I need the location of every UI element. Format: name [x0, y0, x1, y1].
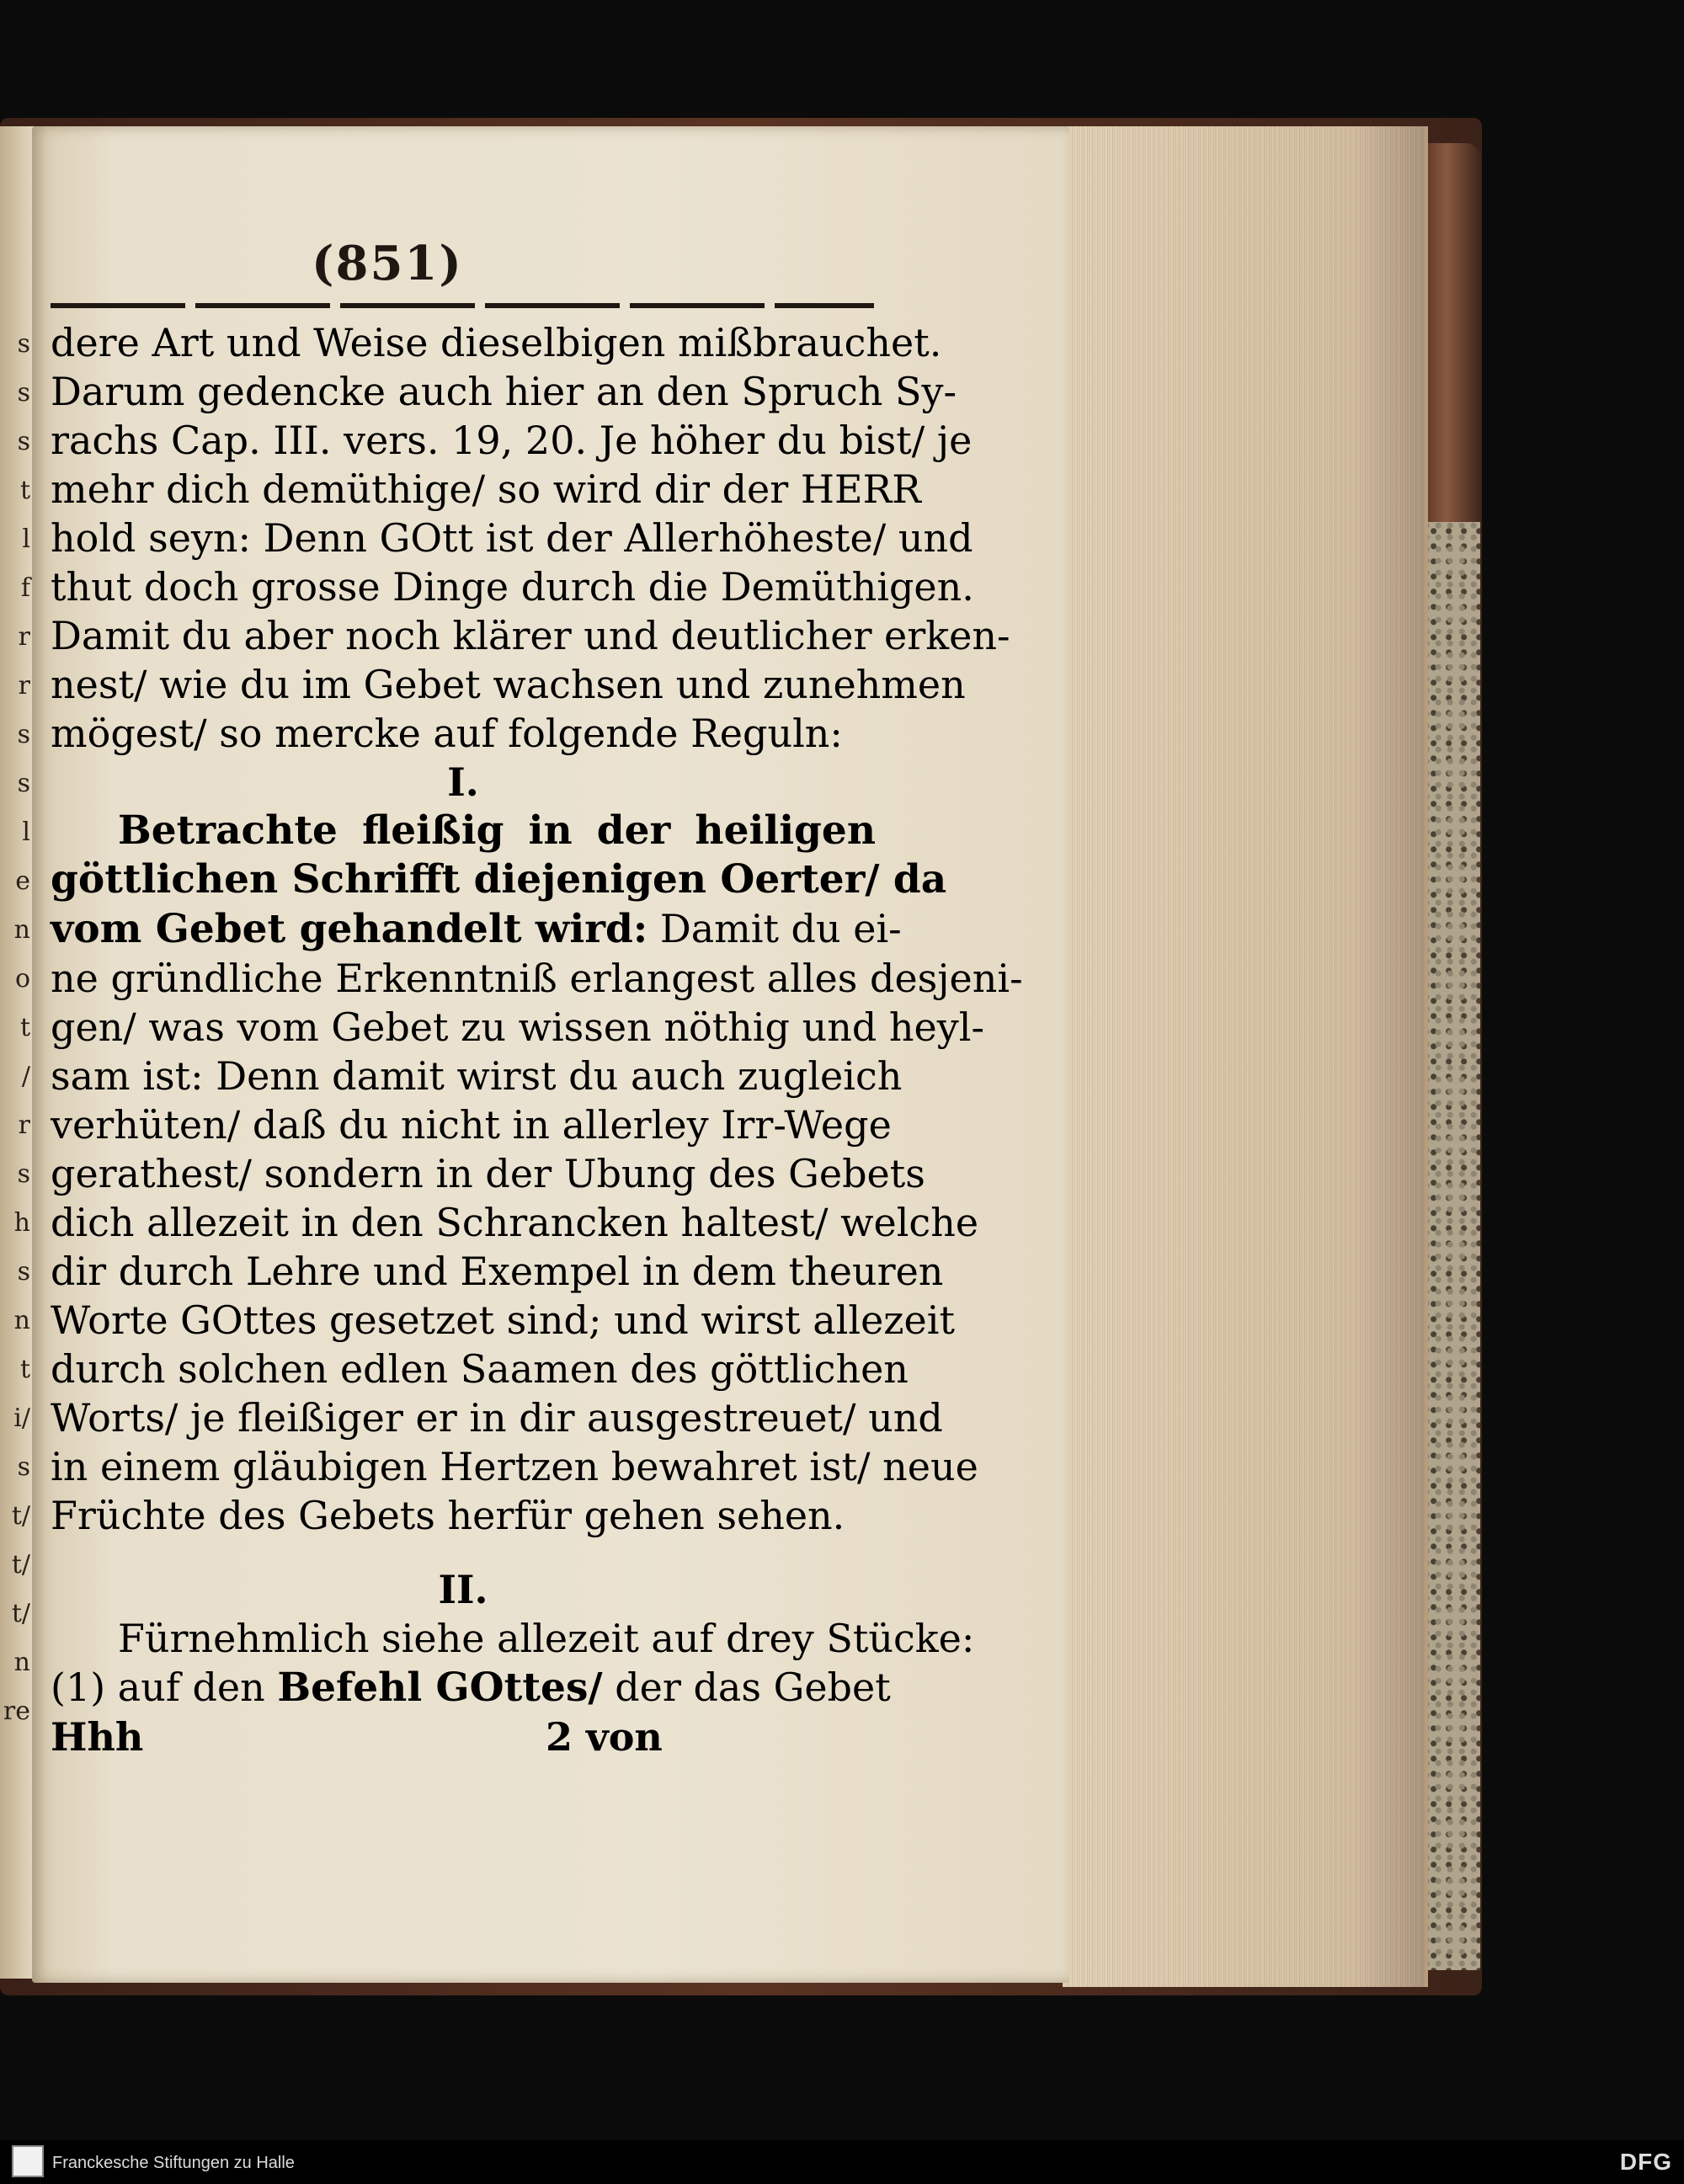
marbled-cover: [1423, 522, 1480, 1970]
left-edge-fragment: t: [19, 1013, 30, 1042]
page-number: (851): [312, 236, 463, 291]
left-edge-fragment: re: [3, 1697, 30, 1726]
left-edge-fragment: n: [13, 1306, 30, 1335]
text-line: dich allezeit in den Schrancken haltest/ welche: [51, 1200, 979, 1245]
left-edge-fragment: t/: [11, 1550, 30, 1579]
left-edge-fragment: f: [20, 573, 30, 603]
left-edge-fragment: s: [17, 427, 30, 456]
header-rule: [51, 303, 874, 308]
left-edge-fragment: s: [17, 720, 30, 749]
left-edge-fragment: s: [17, 1452, 30, 1482]
text-line: thut doch grosse Dinge durch die Demüthigen.: [51, 564, 974, 610]
left-edge-fragment: t: [19, 1355, 30, 1384]
section-numeral-2: II.: [438, 1567, 488, 1612]
text-line-mixed: [51, 904, 902, 954]
text-line: hold seyn: Denn GOtt ist der Allerhöheste/ und: [51, 515, 973, 561]
left-edge-fragment: t/: [11, 1599, 30, 1628]
left-edge-fragment: s: [17, 1159, 30, 1189]
text-bold-fragment: vom Gebet gehandelt wird:: [51, 906, 648, 952]
left-edge-fragment: e: [15, 866, 30, 896]
left-edge-fragment: r: [18, 1111, 30, 1140]
footer-institution: Franckesche Stiftungen zu Halle: [52, 2154, 295, 2172]
text-line: gen/ was vom Gebet zu wissen nöthig und heyl-: [51, 1004, 984, 1050]
catchword: von: [586, 1714, 663, 1760]
text-line: dere Art und Weise dieselbigen mißbrauchet.: [51, 320, 942, 365]
text-line: Worte GOttes gesetzet sind; und wirst allezeit: [51, 1297, 955, 1343]
text-line: gerathest/ sondern in der Ubung des Gebets: [51, 1151, 925, 1196]
catchword-line: [51, 1713, 876, 1761]
left-edge-fragment: l: [22, 525, 30, 554]
page-stack-shade: [1063, 126, 1425, 1987]
text-line: Worts/ je fleißiger er in dir ausgestreuet/ und: [51, 1395, 943, 1441]
left-edge-fragment: /: [21, 1062, 30, 1091]
footer-dfg-logo: DFG: [1619, 2149, 1672, 2175]
text-bold-fragment: Befehl GOttes/: [277, 1665, 603, 1711]
text-line: Fürnehmlich siehe allezeit auf drey Stücke:: [118, 1616, 975, 1661]
left-edge-fragment: s: [17, 1257, 30, 1286]
signature-mark: Hhh 2: [51, 1714, 573, 1760]
left-edge-fragment: t/: [11, 1501, 30, 1531]
text-line: ne gründliche Erkenntniß erlangest alles desjeni-: [51, 956, 1023, 1001]
left-edge-fragment: s: [17, 378, 30, 408]
section-numeral-1: I.: [447, 759, 479, 805]
text-line: in einem gläubigen Hertzen bewahret ist/ neue: [51, 1444, 978, 1489]
left-edge-fragment: h: [13, 1208, 30, 1238]
text-line-mixed: [51, 1663, 891, 1713]
text-line-bold: göttlichen Schrifft diejenigen Oerter/ da: [51, 856, 947, 903]
text-line: durch solchen edlen Saamen des göttlichen: [51, 1346, 909, 1392]
left-edge-fragment: n: [13, 1648, 30, 1677]
left-edge-fragment: t: [19, 476, 30, 505]
text-line: mehr dich demüthige/ so wird dir der HERR: [51, 466, 921, 512]
institution-logo-icon: [12, 2145, 44, 2177]
left-edge-fragment: r: [18, 622, 30, 652]
left-page-fragment-letters: [0, 126, 35, 1979]
text-line: mögest/ so mercke auf folgende Reguln:: [51, 711, 843, 756]
text-line-bold: Betrachte fleißig in der heiligen: [118, 807, 876, 854]
left-edge-fragment: i/: [13, 1404, 30, 1433]
text-line: rachs Cap. III. vers. 19, 20. Je höher du bist/ je: [51, 418, 973, 463]
text-fragment: der das Gebet: [615, 1665, 891, 1710]
text-line: Früchte des Gebets herfür gehen sehen.: [51, 1493, 845, 1538]
left-edge-fragment: r: [18, 671, 30, 700]
text-line: dir durch Lehre und Exempel in dem theuren: [51, 1249, 944, 1294]
left-edge-fragment: l: [22, 818, 30, 847]
page-text: [51, 318, 1023, 1761]
text-line: Darum gedencke auch hier an den Spruch Sy-: [51, 369, 957, 414]
text-line: sam ist: Denn damit wirst du auch zugleich: [51, 1053, 903, 1099]
left-edge-fragment: s: [17, 769, 30, 798]
text-line: verhüten/ daß du nicht in allerley Irr-Wege: [51, 1102, 892, 1148]
text-line: nest/ wie du im Gebet wachsen und zunehmen: [51, 662, 966, 707]
text-fragment: Damit du ei-: [659, 906, 902, 951]
left-edge-fragment: s: [17, 329, 30, 359]
text-line: Damit du aber noch klärer und deutlicher erken-: [51, 613, 1010, 658]
text-fragment: (1) auf den: [51, 1665, 265, 1710]
left-edge-fragment: n: [13, 915, 30, 945]
left-edge-fragment: o: [14, 964, 30, 993]
